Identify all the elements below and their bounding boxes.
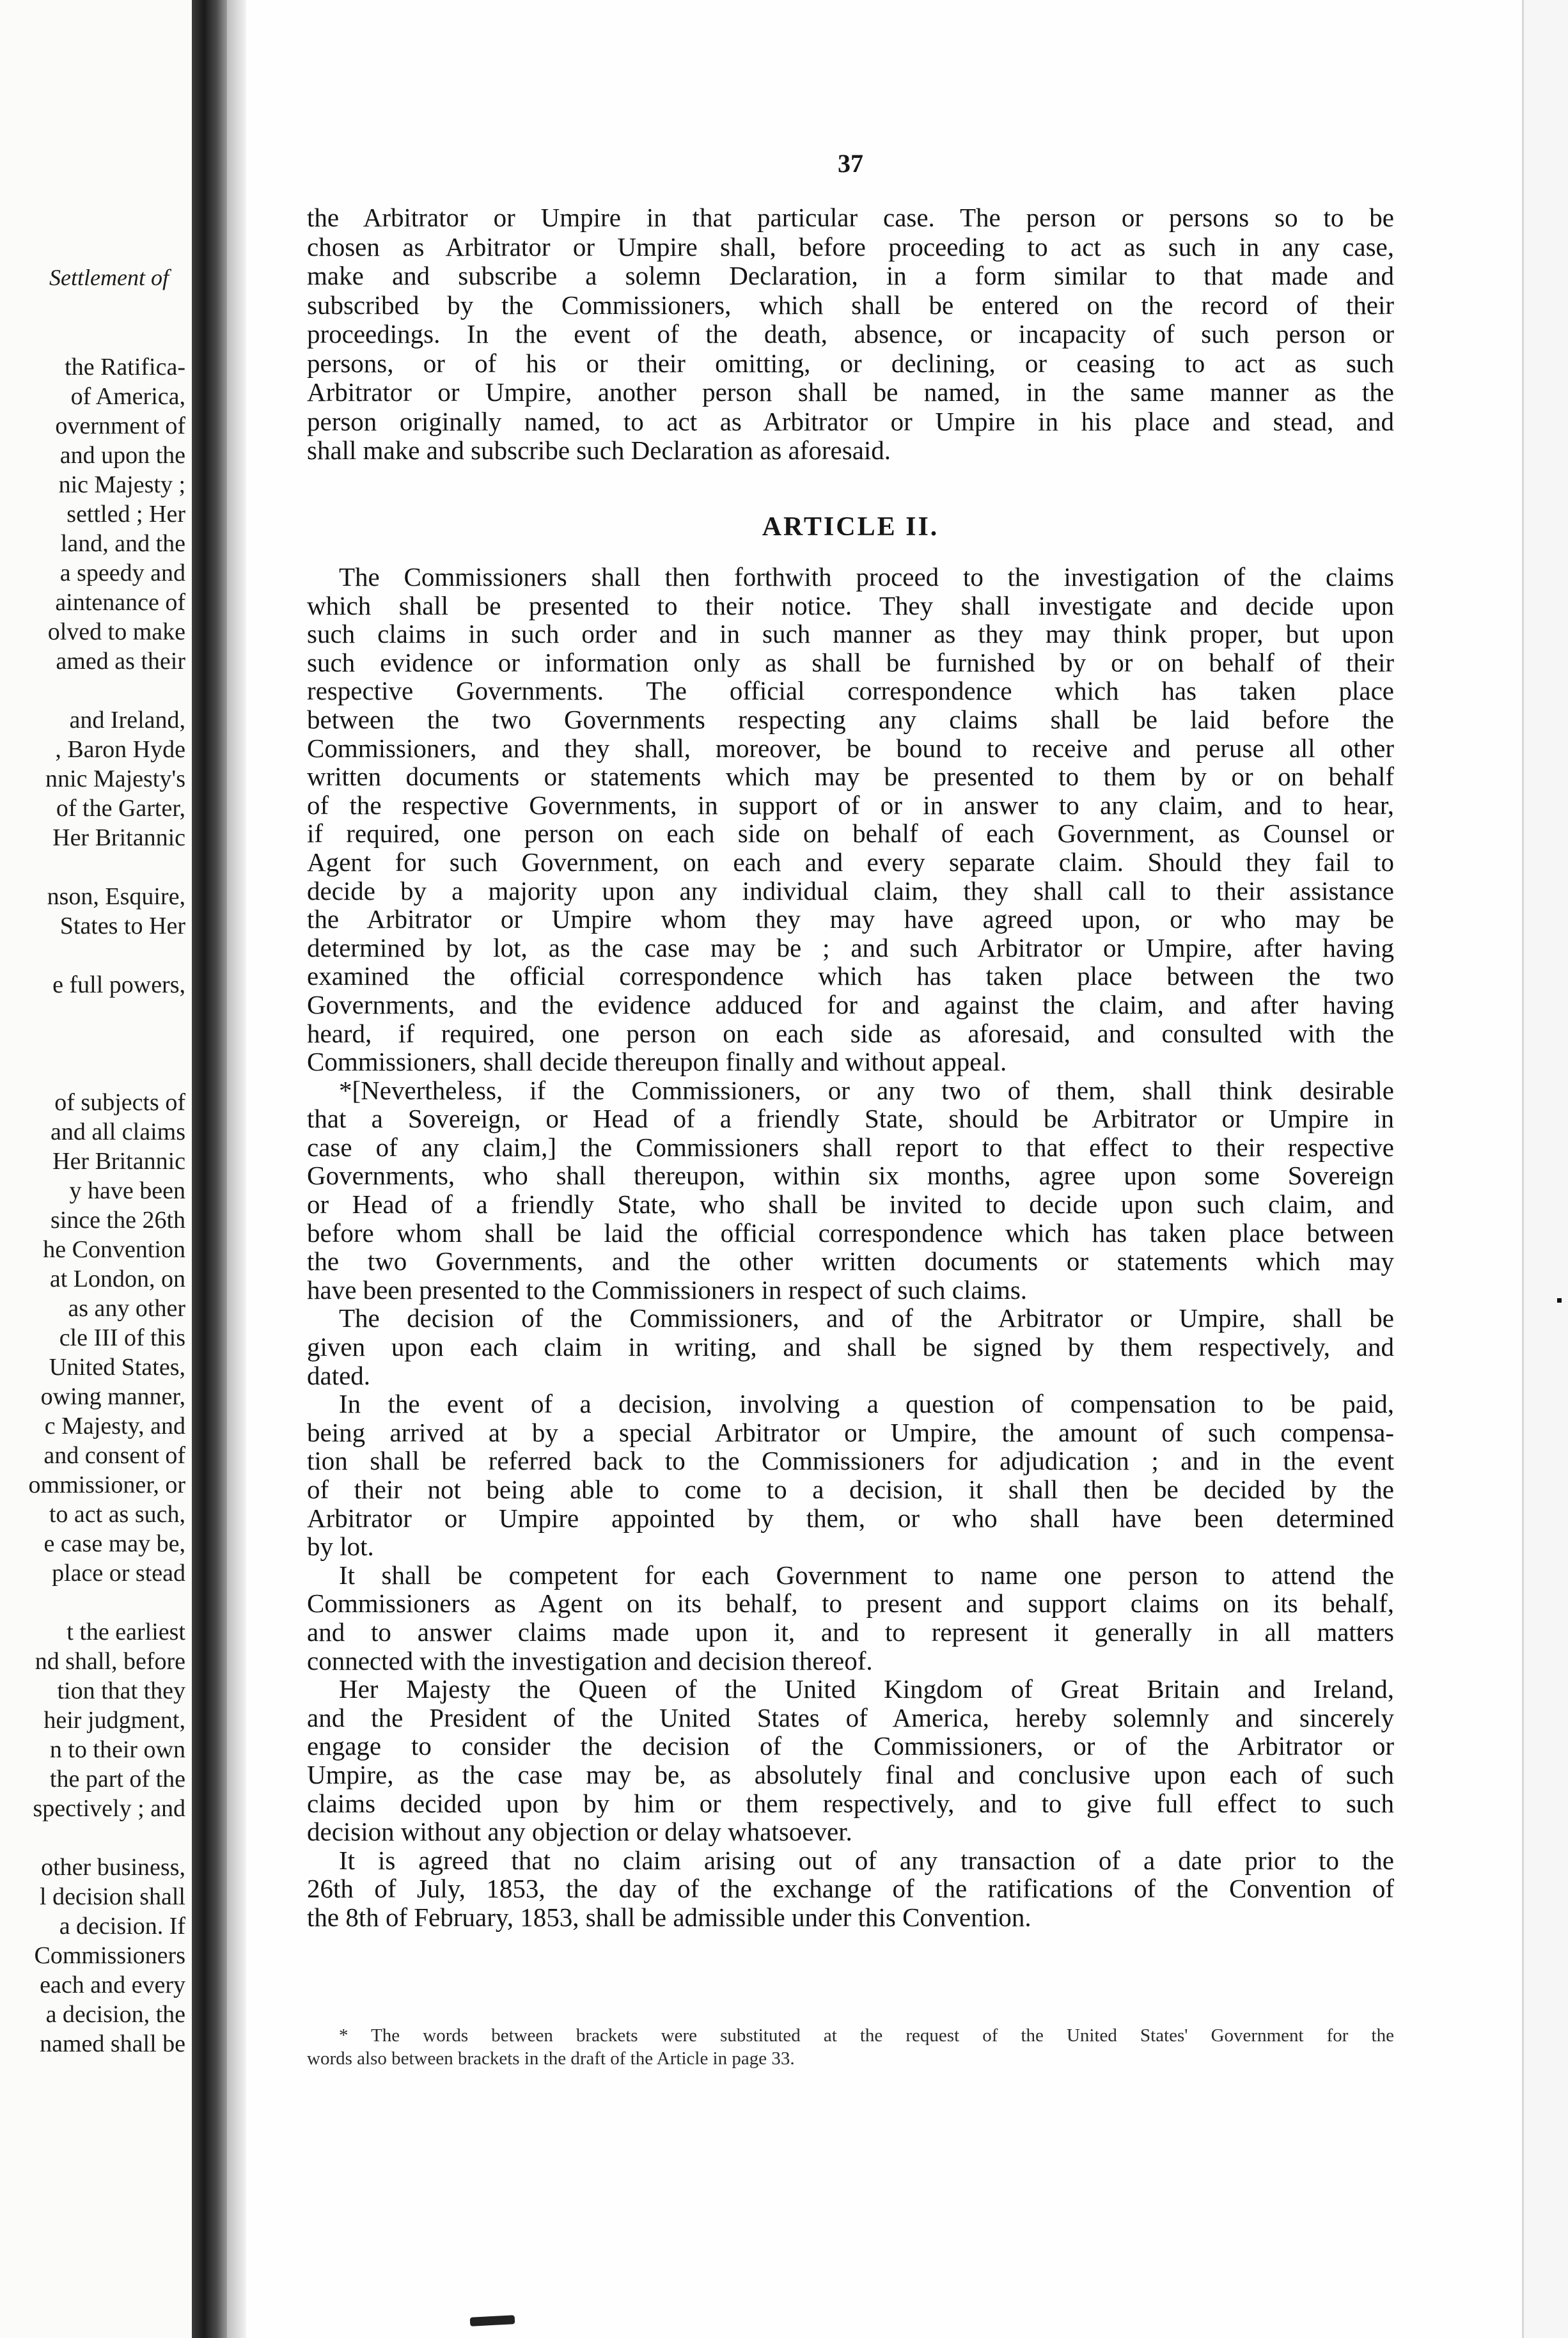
page-number: 37 <box>838 149 863 178</box>
left-page-line: at London, on <box>49 1266 185 1292</box>
left-page-line: a speedy and <box>59 560 185 586</box>
article-line: 26th of July, 1853, the day of the exchange of the ratifications of the Convention of <box>307 1874 1394 1904</box>
article-line: that a Sovereign, or Head of a friendly State, should be Arbitrator or Umpire in <box>307 1104 1394 1134</box>
article-line: such evidence or information only as shall be furnished by or on behalf of their <box>307 647 1394 677</box>
intro-line: person originally named, to act as Arbitrator or Umpire in his place and stead, and <box>307 406 1394 436</box>
article-line: between the two Governments respecting any claims shall be laid before the <box>307 704 1394 734</box>
article-line: The Commissioners shall then forthwith proceed to the investigation of the claims <box>339 562 1394 592</box>
gutter-highlight <box>227 0 246 2338</box>
article-line: It shall be competent for each Government to name one person to attend the <box>339 1560 1394 1590</box>
left-page-line: n to their own <box>49 1736 185 1763</box>
left-running-head: Settlement of <box>49 265 169 290</box>
left-page-line: t the earliest <box>67 1619 185 1645</box>
left-page-line: of the Garter, <box>56 795 185 822</box>
article-body <box>307 563 1394 1932</box>
left-page-line: l decision shall <box>40 1883 185 1910</box>
footnote-line: words also between brackets in the draft of the Article in page 33. <box>307 2048 795 2069</box>
intro-line: chosen as Arbitrator or Umpire shall, before proceeding to act as such in any case, <box>307 231 1394 262</box>
article-line: case of any claim,] the Commissioners shall report to that effect to their respective <box>307 1132 1394 1162</box>
article-line: the two Governments, and the other written documents or statements which may <box>307 1246 1394 1276</box>
left-page-line: tion that they <box>57 1677 185 1704</box>
intro-line: proceedings. In the event of the death, absence, or incapacity of such person or <box>307 319 1394 349</box>
article-line: decision without any objection or delay whatsoever. <box>307 1817 852 1847</box>
article-line: have been presented to the Commissioners in respect of such claims. <box>307 1275 1028 1305</box>
intro-line: shall make and subscribe such Declaration as aforesaid. <box>307 435 891 465</box>
article-line: It is agreed that no claim arising out of any transaction of a date prior to the <box>339 1845 1394 1875</box>
left-page-line: spectively ; and <box>33 1795 185 1822</box>
left-page-line: of subjects of <box>54 1089 185 1116</box>
left-facing-page <box>0 0 192 2338</box>
intro-line: subscribed by the Commissioners, which shall be entered on the record of their <box>307 290 1394 320</box>
article-line: of their not being able to come to a decision, it shall then be decided by the <box>307 1475 1394 1504</box>
left-page-line: y have been <box>69 1177 185 1204</box>
article-line: and to answer claims made upon it, and to represent it generally in all matters <box>307 1617 1394 1647</box>
article-line: Governments, and the evidence adduced for and against the claim, and after having <box>307 989 1394 1019</box>
left-page-line: olved to make <box>47 618 185 645</box>
left-page-line: and upon the <box>59 442 185 469</box>
article-line: given upon each claim in writing, and shall be signed by them respectively, and <box>307 1332 1394 1362</box>
article-line: the 8th of February, 1853, shall be admissible under this Convention. <box>307 1902 1031 1932</box>
left-page-line: the part of the <box>49 1766 185 1793</box>
article-line: which shall be presented to their notice. They shall investigate and decide upon <box>307 590 1394 620</box>
left-page-line: nd shall, before <box>35 1648 185 1675</box>
article-line: respective Governments. The official correspondence which has taken place <box>307 676 1394 706</box>
left-page-line: named shall be <box>40 2030 185 2057</box>
left-page-line: Commissioners <box>34 1942 185 1969</box>
left-page-line: nnic Majesty's <box>45 765 185 792</box>
article-line: if required, one person on each side on behalf of each Government, as Counsel or <box>307 819 1394 849</box>
article-line: Umpire, as the case may be, as absolutely final and conclusive upon each of such <box>307 1759 1394 1789</box>
article-heading: ARTICLE II. <box>762 512 939 542</box>
left-page-line: nic Majesty ; <box>58 471 185 498</box>
article-line: by lot. <box>307 1532 374 1562</box>
article-line: being arrived at by a special Arbitrator or Umpire, the amount of such compensa- <box>307 1417 1394 1447</box>
left-page-line: aintenance of <box>55 589 185 616</box>
left-page-line: place or stead <box>52 1560 185 1587</box>
left-page-line: other business, <box>41 1854 185 1881</box>
article-line: Governments, who shall thereupon, within six months, agree upon some Sovereign <box>307 1161 1394 1191</box>
left-page-line: Her Britannic <box>52 1148 185 1175</box>
left-page-line: to act as such, <box>49 1501 185 1528</box>
left-page-line: and Ireland, <box>69 707 185 734</box>
footnote <box>307 2024 1394 2070</box>
article-line: or Head of a friendly State, who shall be invited to decide upon such claim, and <box>307 1189 1394 1220</box>
article-line: In the event of a decision, involving a question of compensation to be paid, <box>339 1389 1394 1419</box>
article-line: and the President of the United States of America, hereby solemnly and sincerely <box>307 1702 1394 1732</box>
left-page-line: overnment of <box>55 412 185 439</box>
left-page-line: nson, Esquire, <box>47 883 185 910</box>
left-page-line: , Baron Hyde <box>55 736 185 763</box>
left-page-line: heir judgment, <box>43 1707 185 1734</box>
intro-line: the Arbitrator or Umpire in that particular case. The person or persons so to be <box>307 203 1394 232</box>
article-line: decide by a majority upon any individual claim, they shall call to their assistance <box>307 875 1394 906</box>
left-page-line: amed as their <box>56 648 185 675</box>
left-page-line: States to Her <box>59 913 185 939</box>
article-line: *[Nevertheless, if the Commissioners, or any two of them, shall think desirable <box>339 1075 1394 1105</box>
left-page-line: a decision. If <box>59 1913 185 1940</box>
article-line: Her Majesty the Queen of the United Kingdom of Great Britain and Ireland, <box>339 1674 1394 1704</box>
left-page-line: as any other <box>68 1295 185 1322</box>
left-page-line: a decision, the <box>45 2001 185 2028</box>
article-line: examined the official correspondence which has taken place between the two <box>307 961 1394 991</box>
left-page-line: e case may be, <box>43 1530 185 1557</box>
left-page-line: since the 26th <box>50 1207 185 1234</box>
article-line: tion shall be referred back to the Commissioners for adjudication ; and in the event <box>307 1446 1394 1476</box>
left-page-line: United States, <box>49 1354 185 1381</box>
left-page-line: he Convention <box>43 1236 185 1263</box>
article-line: engage to consider the decision of the Commissioners, or of the Arbitrator or <box>307 1731 1394 1761</box>
left-page-line: owing manner, <box>40 1383 185 1410</box>
article-line: connected with the investigation and decision thereof. <box>307 1645 873 1675</box>
left-page-line: cle III of this <box>59 1324 185 1351</box>
article-line: Commissioners as Agent on its behalf, to present and support claims on its behalf, <box>307 1589 1394 1619</box>
article-line: claims decided upon by him or them respectively, and to give full effect to such <box>307 1788 1394 1818</box>
article-line: written documents or statements which may be presented to them by or on behalf <box>307 762 1394 792</box>
left-page-line: and all claims <box>50 1118 185 1145</box>
left-page-line: e full powers, <box>52 971 185 998</box>
left-page-line: ommissioner, or <box>28 1471 185 1498</box>
left-page-line: of America, <box>70 383 185 410</box>
left-page-line: land, and the <box>60 530 185 557</box>
article-line: before whom shall be laid the official correspondence which has taken place between <box>307 1218 1394 1248</box>
left-page-line: each and every <box>40 1972 185 1998</box>
article-line: determined by lot, as the case may be ; and such Arbitrator or Umpire, after having <box>307 932 1394 962</box>
footnote-line: * The words between brackets were substituted at the request of the United States' Government for the <box>339 2025 1394 2046</box>
left-page-line: Her Britannic <box>52 824 185 851</box>
left-page-line: the Ratifica- <box>65 354 185 381</box>
article-line: Commissioners, and they shall, moreover, be bound to receive and peruse all other <box>307 733 1394 763</box>
intro-paragraph <box>307 203 1394 466</box>
left-page-line: and consent of <box>43 1442 185 1469</box>
article-line: such claims in such order and in such manner as they may think proper, but upon <box>307 619 1394 649</box>
article-line: the Arbitrator or Umpire whom they may have agreed upon, or who may be <box>307 904 1394 934</box>
left-page-line: settled ; Her <box>67 501 185 528</box>
article-line: Agent for such Government, on each and every separate claim. Should they fail to <box>307 847 1394 877</box>
article-line: dated. <box>307 1360 371 1390</box>
intro-line: make and subscribe a solemn Declaration, in a form similar to that made and <box>307 261 1394 290</box>
article-line: Commissioners, shall decide thereupon finally and without appeal. <box>307 1047 1007 1077</box>
article-line: heard, if required, one person on each side as aforesaid, and consulted with the <box>307 1018 1394 1048</box>
book-gutter-shadow <box>192 0 227 2338</box>
scan-speck <box>1557 1298 1562 1303</box>
left-page-line: c Majesty, and <box>44 1413 185 1440</box>
intro-line: persons, or of his or their omitting, or declining, or ceasing to act as such <box>307 348 1394 378</box>
intro-line: Arbitrator or Umpire, another person shall be named, in the same manner as the <box>307 377 1394 407</box>
article-line: Arbitrator or Umpire appointed by them, or who shall have been determined <box>307 1503 1394 1533</box>
right-scan-margin <box>1524 0 1568 2338</box>
article-line: of the respective Governments, in support of or in answer to any claim, and to hear, <box>307 790 1394 820</box>
article-line: The decision of the Commissioners, and of the Arbitrator or Umpire, shall be <box>339 1303 1394 1333</box>
